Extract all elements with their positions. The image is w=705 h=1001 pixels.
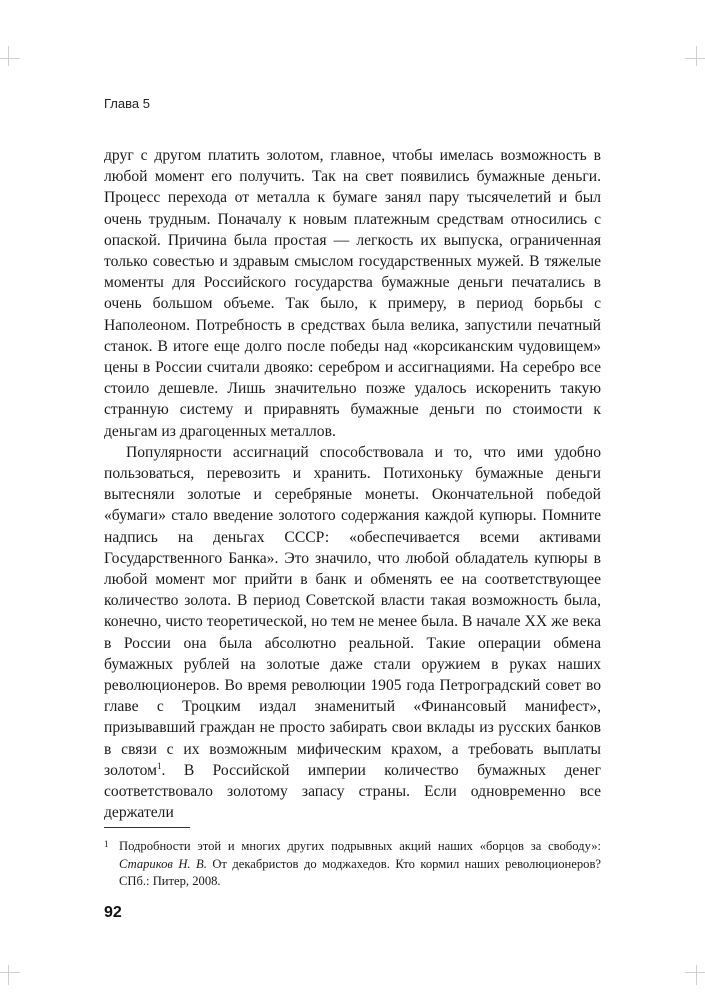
footnote-reference[interactable]: 1 (157, 760, 162, 771)
paragraph-text: . В Российской империи количество бумажных денег соответствовало золотому запасу страны. Если одновременно все держатели (104, 761, 601, 822)
crop-mark (696, 965, 697, 985)
paragraph: друг с другом платить золотом, главное, чтобы имелась возможность в любой момент его получить. Так на свет появились бумажные деньги. Процесс перехода от металла к бумаге занял пару тысячелетий и был очень трудным. Поначалу к новым платежным средствам относились с опаской. Причина была простая — легкость их выпуска, ограниченная только совестью и здравым смыслом государственных мужей. В тяжелые моменты для Российского государства бумажные деньги печатались в очень большом объеме. Так было, к примеру, в период борьбы с Наполеоном. Потребность в средствах была велика, запустили печатный станок. В итоге еще долго после победы над «корсиканским чудовищем» цены в России считали двояко: серебром и ассигнациями. На серебро все стоило дешевле. Лишь значительно позже удалось искоренить такую странную систему и приравнять бумажные деньги по стоимости к деньгам из драгоценных металлов. (104, 147, 601, 440)
footnote-text: От декабристов до моджахедов. Кто кормил наших революционеров? СПб.: Питер, 2008. (119, 856, 601, 888)
paragraph (104, 442, 601, 824)
footnote-marker: 1 (104, 839, 109, 849)
footnote-author: Стариков Н. В. (119, 856, 207, 871)
crop-mark (8, 46, 9, 66)
crop-mark (685, 58, 705, 59)
crop-mark (696, 46, 697, 66)
crop-mark (8, 965, 9, 985)
crop-mark (0, 58, 20, 59)
page-number: 92 (104, 904, 122, 921)
running-header: Глава 5 (104, 96, 150, 111)
crop-mark (0, 972, 20, 973)
crop-mark (685, 972, 705, 973)
footnote-text: Подробности этой и многих других подрывных акций наших «борцов за свободу»: (119, 839, 601, 853)
footnote (104, 838, 601, 891)
footnote-divider (104, 827, 190, 828)
footnotes (104, 838, 601, 891)
paragraph-text: Популярности ассигнаций способствовала и то, что ими удобно пользоваться, перевозить и хранить. Потихоньку бумажные деньги вытесняли золотые и серебряные монеты. Окончательной победой «бумаги» стало введение золотого содержания каждой купюры. Помните надпись на деньгах СССР: «обеспечивается всеми активами Государственного Банка». Это значило, что любой обладатель купюры в любой момент мог прийти в банк и обменять ее на соответствующее количество золота. В период Советской власти такая возможность была, конечно, чисто теоретической, но тем не менее была. В начале XX же века в России она была абсолютно реальной. Такие операции обмена бумажных рублей на золотые даже стали оружием в руках наших революционеров. Во время революции 1905 года Петроградский совет во главе с Троцким издал знаменитый «Финансовый манифест», призывавший граждан не просто забирать свои вклады из русских банков в связи с их возможным мифическим крахом, а требовать выплаты золотом (104, 443, 601, 779)
body-text (104, 145, 601, 824)
